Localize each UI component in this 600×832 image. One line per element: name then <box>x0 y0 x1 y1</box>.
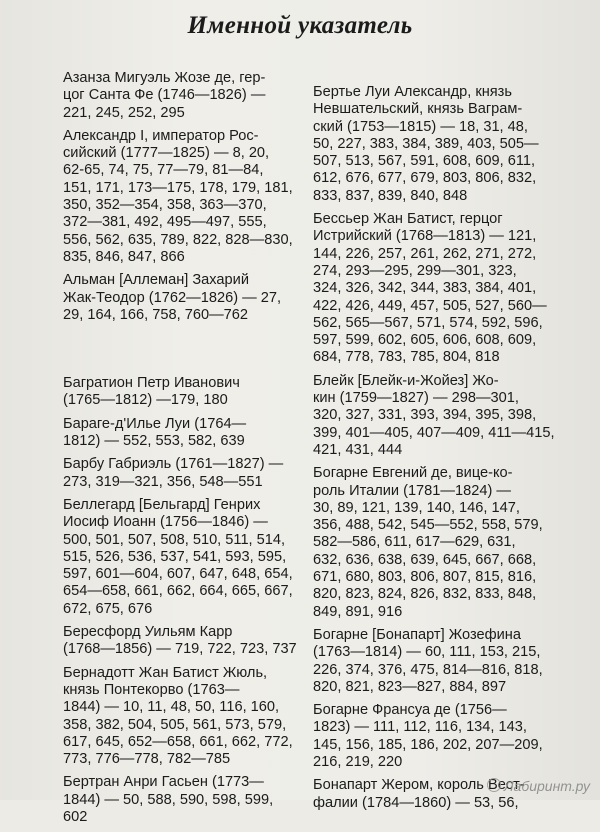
index-entry-line: 30, 89, 121, 139, 140, 146, 147, <box>313 499 520 516</box>
index-entry-line: 684, 778, 783, 785, 804, 818 <box>313 349 500 366</box>
index-entry-line: 273, 319—321, 356, 548—551 <box>63 473 263 490</box>
index-entry <box>63 456 305 491</box>
index-entry <box>63 272 305 324</box>
index-entry-line: 1844) — 10, 11, 48, 50, 116, 160, <box>63 699 280 716</box>
index-entry-line: Богарне Франсуа де (1756— <box>313 702 507 719</box>
index-entry-line: Бересфорд Уильям Карр <box>63 624 233 641</box>
index-entry-line: Богарне Евгений де, вице-ко- <box>313 465 513 482</box>
index-entry-line: сийский (1777—1825) — 8, 20, <box>63 145 270 162</box>
index-entry-line: Бернадотт Жан Батист Жюль, <box>63 664 268 681</box>
index-entry-line: 358, 382, 504, 505, 561, 573, 579, <box>63 716 287 733</box>
index-entry-line: Иосиф Иоанн (1756—1846) — <box>63 514 268 531</box>
right-column <box>313 84 571 818</box>
index-entry-line: 221, 245, 252, 295 <box>63 104 185 121</box>
index-entry-line: 421, 431, 444 <box>313 441 403 458</box>
index-entry <box>313 373 571 459</box>
index-entry-line: Бертран Анри Гасьен (1773— <box>63 774 264 791</box>
index-entry-line: Беллегард [Бельгард] Генрих <box>63 496 261 513</box>
index-entry-line: 833, 837, 839, 840, 848 <box>313 187 468 204</box>
index-entry <box>63 774 305 826</box>
index-entry-line: 835, 846, 847, 866 <box>63 248 185 265</box>
index-entry-line: 515, 526, 536, 537, 541, 593, 595, <box>63 548 287 565</box>
index-entry-line: князь Понтекорво (1763— <box>63 681 240 698</box>
index-entry-line: кин (1759—1827) — 298—301, <box>313 390 519 407</box>
index-entry <box>63 416 305 451</box>
index-entry <box>63 665 305 769</box>
index-entry-line: 50, 227, 383, 384, 389, 403, 505— <box>313 135 539 152</box>
index-entry-line: 356, 488, 542, 545—552, 558, 579, <box>313 517 543 534</box>
index-entry-line: Невшательский, князь Ваграм- <box>313 101 523 118</box>
index-entry-line: 372—381, 492, 495—497, 555, <box>63 214 267 231</box>
index-entry-line: 602 <box>63 808 88 825</box>
index-entry <box>63 375 305 410</box>
index-entry-line: 597, 601—604, 607, 647, 648, 654, <box>63 566 293 583</box>
index-entry-line: 773, 776—778, 782—785 <box>63 751 231 768</box>
labyrinth-logo-icon <box>487 778 501 792</box>
index-entry-line: 274, 293—295, 299—301, 323, <box>313 262 517 279</box>
watermark <box>487 778 590 794</box>
index-entry <box>313 211 571 367</box>
index-entry <box>63 70 305 122</box>
index-entry-line: Бонапарт Жером, король Вест- <box>313 777 525 794</box>
index-entry-line: 820, 821, 823—827, 884, 897 <box>313 678 507 695</box>
index-entry-line: (1768—1856) — 719, 722, 723, 737 <box>63 641 297 658</box>
index-entry-line: 226, 374, 376, 475, 814—816, 818, <box>313 661 543 678</box>
index-entry-line: 1812) — 552, 553, 582, 639 <box>63 433 245 450</box>
index-entry-line: 1823) — 111, 112, 116, 134, 143, <box>313 719 527 736</box>
index-entry-line: 324, 326, 342, 344, 383, 384, 401, <box>313 280 537 297</box>
index-entry <box>313 702 571 771</box>
index-entry-line: 350, 352—354, 358, 363—370, <box>63 197 267 214</box>
index-entry-line: 820, 823, 824, 826, 832, 833, 848, <box>313 586 537 603</box>
index-entry-line: 612, 676, 677, 679, 803, 806, 832, <box>313 170 537 187</box>
index-entry-line: 399, 401—405, 407—409, 411—415, <box>313 424 555 441</box>
index-entry-line: 144, 226, 257, 261, 262, 271, 272, <box>313 245 537 262</box>
index-entry <box>313 465 571 621</box>
index-entry-line: Жак-Теодор (1762—1826) — 27, <box>63 289 282 306</box>
index-entry-line: фалии (1784—1860) — 53, 56, <box>313 794 519 811</box>
left-column <box>63 70 305 832</box>
index-entry-line: Азанза Мигуэль Жозе де, гер- <box>63 70 266 86</box>
index-entry-line: роль Италии (1781—1824) — <box>313 482 511 499</box>
index-entry-line: 145, 156, 185, 186, 202, 207—209, <box>313 736 543 753</box>
index-entry-line: 556, 562, 635, 789, 822, 828—830, <box>63 231 293 248</box>
index-entry-line: Барбу Габриэль (1761—1827) — <box>63 456 284 473</box>
index-entry-line: Багратион Петр Иванович <box>63 375 240 392</box>
index-entry-line: 672, 675, 676 <box>63 600 153 617</box>
index-entry-line: 500, 501, 507, 508, 510, 511, 514, <box>63 531 286 548</box>
watermark-text: Лабиринт.ру <box>503 778 590 794</box>
index-entry-line: ский (1753—1815) — 18, 31, 48, <box>313 118 528 135</box>
index-entry-line: Александр I, император Рос- <box>63 127 259 144</box>
index-entry-line: Альман [Аллеман] Захарий <box>63 272 249 289</box>
section-gap <box>63 330 305 375</box>
index-entry-line: 849, 891, 916 <box>313 603 403 620</box>
index-entry-line: 617, 645, 652—658, 661, 662, 772, <box>63 733 293 750</box>
index-entry-line: Богарне [Бонапарт] Жозефина <box>313 626 521 643</box>
index-entry-line: 562, 565—567, 571, 574, 592, 596, <box>313 314 543 331</box>
index-entry-line: Бертье Луи Александр, князь <box>313 84 512 100</box>
index-entry-line: 597, 599, 602, 605, 606, 608, 609, <box>313 332 537 349</box>
index-entry <box>63 128 305 266</box>
index-entry-line: 507, 513, 567, 591, 608, 609, 611, <box>313 153 536 170</box>
index-entry-line: (1765—1812) —179, 180 <box>63 392 228 409</box>
index-entry-line: Бессьер Жан Батист, герцог <box>313 211 503 228</box>
index-entry-line: Истрийский (1768—1813) — 121, <box>313 228 537 245</box>
index-entry <box>63 497 305 618</box>
page-title: Именной указатель <box>187 12 413 39</box>
index-entry <box>63 624 305 659</box>
index-entry <box>313 627 571 696</box>
index-entry-line: Блейк [Блейк-и-Жойез] Жо- <box>313 372 499 389</box>
index-entry-line: 151, 171, 173—175, 178, 179, 181, <box>63 179 293 196</box>
index-entry-line: (1763—1814) — 60, 111, 153, 215, <box>313 644 541 661</box>
index-entry-line: 632, 636, 638, 639, 645, 667, 668, <box>313 551 537 568</box>
index-entry-line: 654—658, 661, 662, 664, 665, 667, <box>63 583 293 600</box>
index-entry-line: 1844) — 50, 588, 590, 598, 599, <box>63 791 274 808</box>
index-entry-line: 216, 219, 220 <box>313 753 403 770</box>
index-entry-line: 320, 327, 331, 393, 394, 395, 398, <box>313 407 537 424</box>
index-entry-line: 671, 680, 803, 806, 807, 815, 816, <box>313 569 537 586</box>
index-entry-line: 582—586, 611, 617—629, 631, <box>313 534 516 551</box>
index-entry-line: цог Санта Фе (1746—1826) — <box>63 87 266 104</box>
index-entry-line: 422, 426, 449, 457, 505, 527, 560— <box>313 297 547 314</box>
index-entry <box>313 84 571 205</box>
index-entry-line: Бараге-д'Илье Луи (1764— <box>63 415 247 432</box>
index-entry-line: 29, 164, 166, 758, 760—762 <box>63 306 249 323</box>
index-entry-line: 62-65, 74, 75, 77—79, 81—84, <box>63 162 264 179</box>
